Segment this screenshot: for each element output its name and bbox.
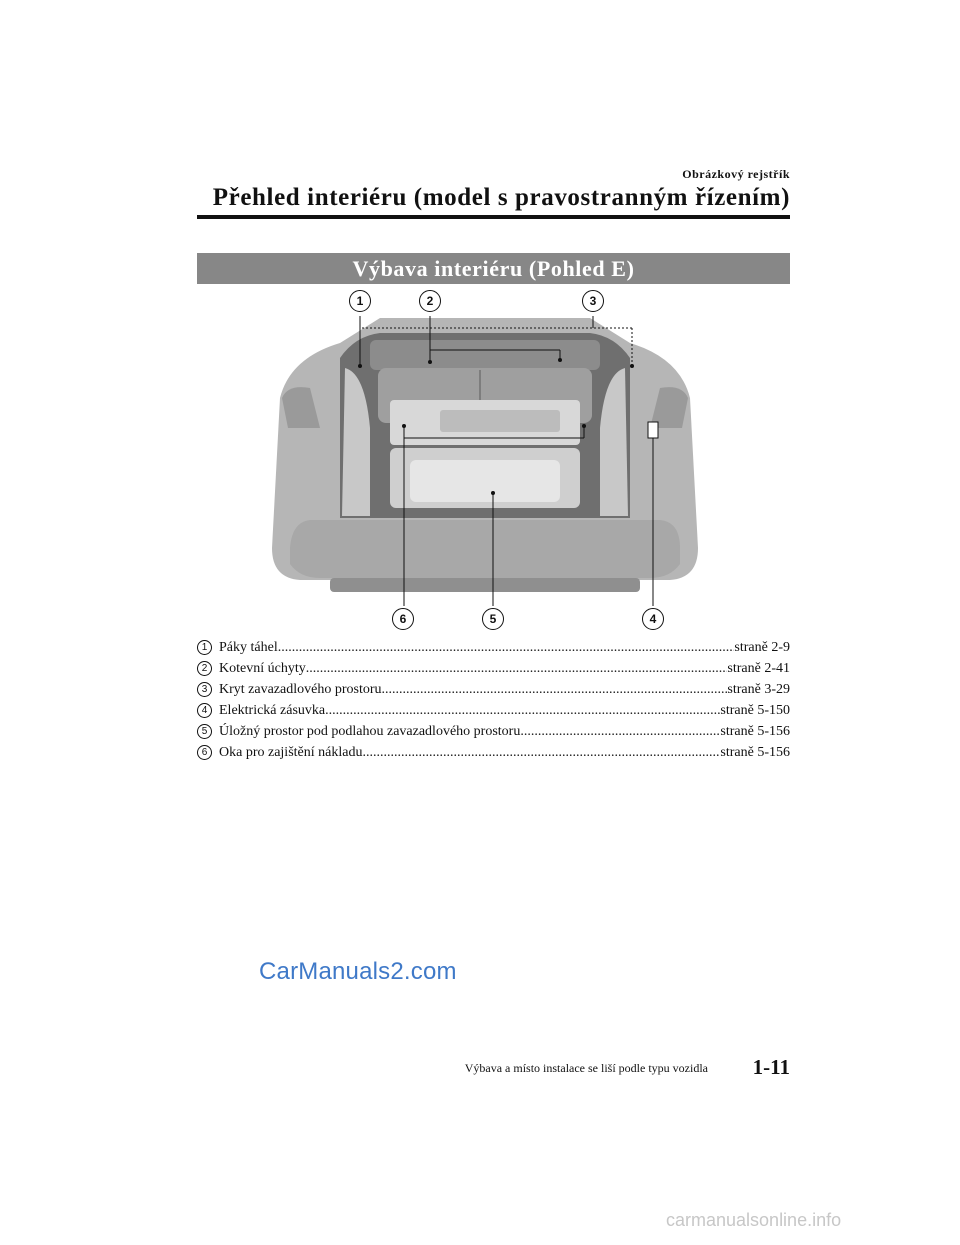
cargo-illustration	[270, 288, 700, 634]
section-label: Obrázkový rejstřík	[682, 167, 790, 181]
item-label: Páky táhel	[219, 640, 278, 655]
tonneau-cover	[370, 340, 600, 370]
section-banner: Výbava interiéru (Pohled E)	[197, 253, 790, 284]
callout-2: 2	[419, 290, 441, 312]
item-label: Kotevní úchyty	[219, 661, 306, 676]
page-reference: straně 2-41	[727, 661, 790, 676]
item-number: 1	[197, 640, 212, 655]
page-reference: straně 2-9	[734, 640, 790, 655]
cargo-area-figure	[270, 288, 700, 634]
page-reference: straně 3-29	[727, 682, 790, 697]
page-title: Přehled interiéru (model s pravostranným řízením)	[212, 184, 790, 211]
item-label: Kryt zavazadlového prostoru	[219, 682, 382, 697]
list-item	[197, 742, 790, 763]
power-outlet-icon	[648, 422, 658, 438]
rear-bumper	[290, 520, 680, 578]
page-reference: straně 5-156	[720, 724, 790, 739]
item-number: 5	[197, 724, 212, 739]
item-label: Úložný prostor pod podlahou zavazadlového prostoru	[219, 724, 521, 739]
callout-3: 3	[582, 290, 604, 312]
footer-note: Výbava a místo instalace se liší podle typu vozidla	[464, 1061, 708, 1075]
list-item	[197, 721, 790, 742]
dot-leader	[520, 721, 720, 742]
callout-5: 5	[482, 608, 504, 630]
page-reference: straně 5-150	[720, 703, 790, 718]
page-number: 1-11	[752, 1055, 790, 1079]
footer-url[interactable]: carmanualsonline.info	[666, 1210, 842, 1230]
item-label: Oka pro zajištění nákladu	[219, 745, 363, 760]
item-number: 2	[197, 661, 212, 676]
item-number: 4	[197, 703, 212, 718]
watermark-logo[interactable]: CarManuals2.com	[259, 958, 457, 985]
list-item	[197, 679, 790, 700]
list-item	[197, 658, 790, 679]
callout-4: 4	[642, 608, 664, 630]
page-reference: straně 5-156	[720, 745, 790, 760]
dot-leader	[325, 700, 720, 721]
item-number: 6	[197, 745, 212, 760]
title-rule	[197, 215, 790, 219]
item-number: 3	[197, 682, 212, 697]
dot-leader	[278, 637, 735, 658]
list-item	[197, 637, 790, 658]
dot-leader	[382, 679, 728, 700]
dot-leader	[306, 658, 728, 679]
item-label: Elektrická zásuvka	[219, 703, 326, 718]
list-item	[197, 700, 790, 721]
item-list	[197, 637, 790, 763]
callout-1: 1	[349, 290, 371, 312]
callout-6: 6	[392, 608, 414, 630]
underfloor-storage	[410, 460, 560, 502]
dot-leader	[362, 742, 720, 763]
